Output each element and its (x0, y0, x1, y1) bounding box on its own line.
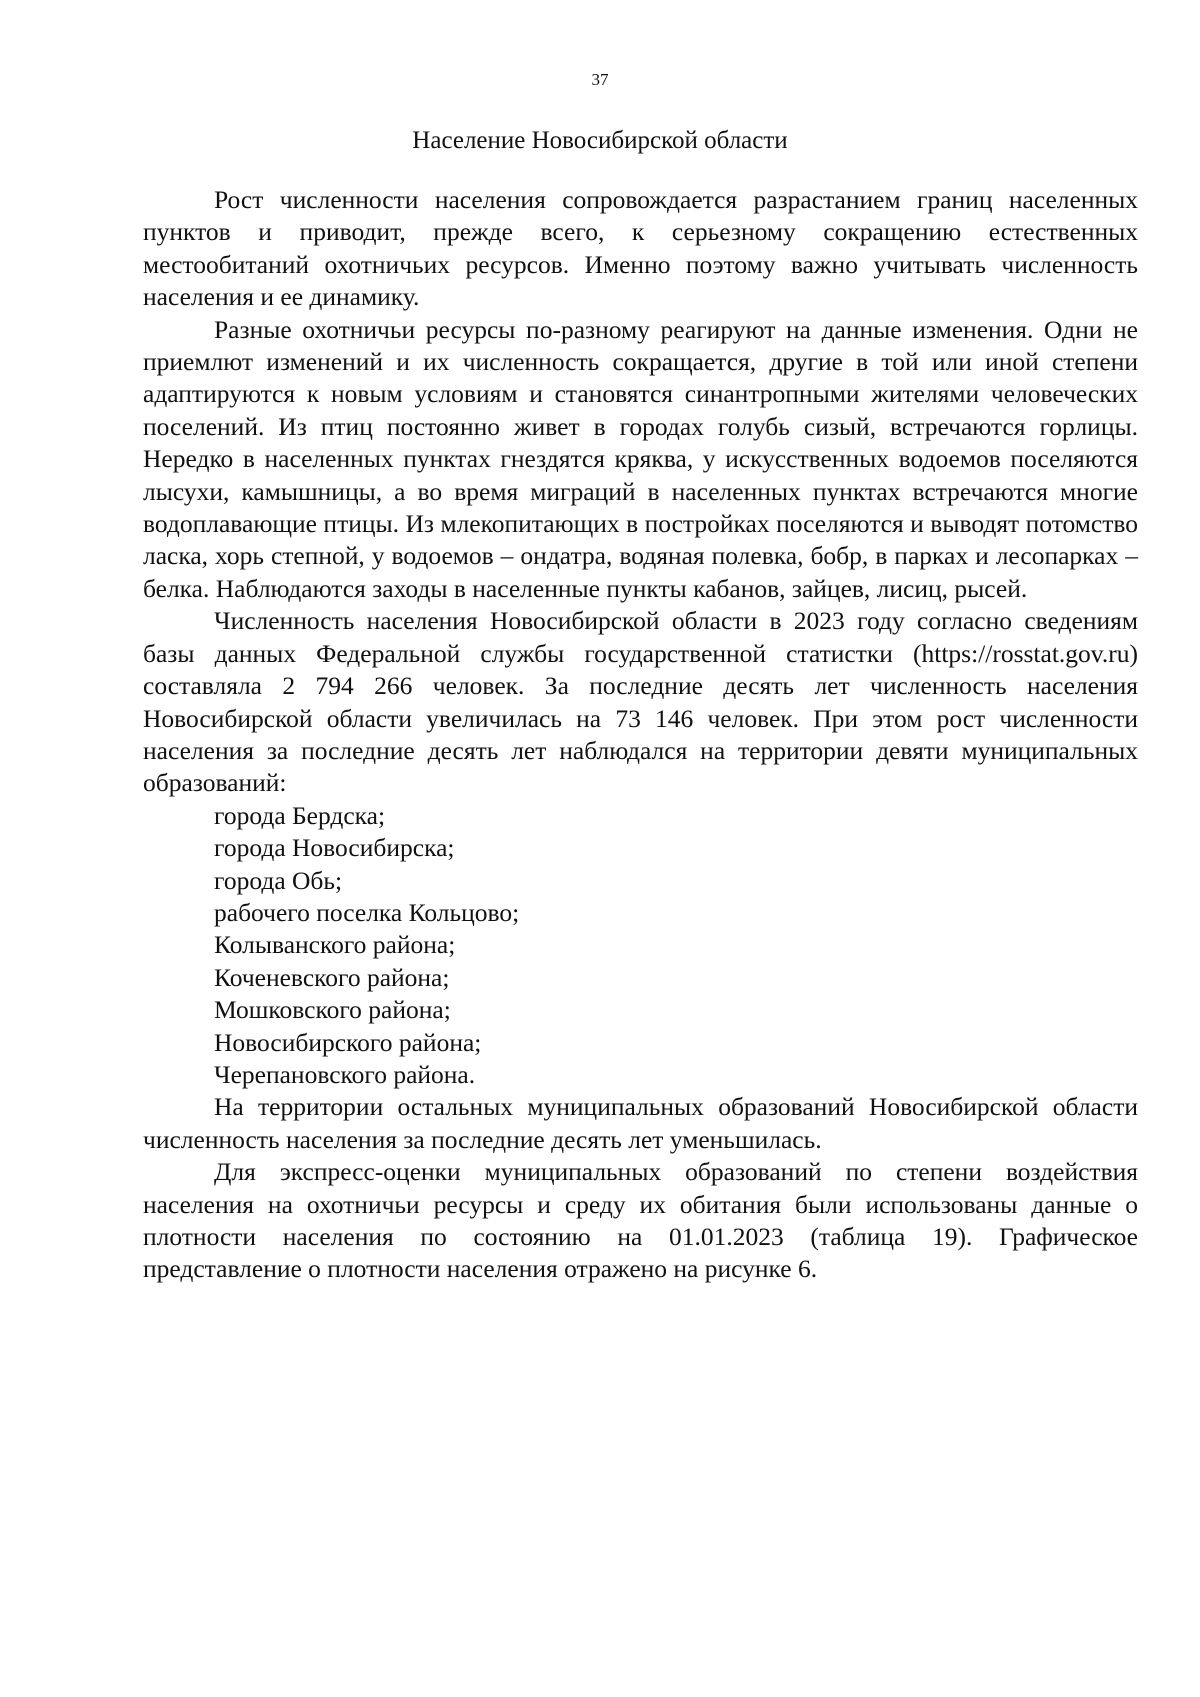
list-item: города Обь; (214, 865, 343, 895)
paragraph-population-decline: На территории остальных муниципальных образований Новосибирской области численность населения за последние десять лет уменьшилась. (143, 1092, 1138, 1154)
list-item: Новосибирского района; (214, 1027, 482, 1057)
page-number: 37 (591, 70, 609, 89)
list-item: Мошковского района; (214, 995, 451, 1025)
paragraph-game-resources: Разные охотничьи ресурсы по-разному реагируют на данные изменения. Одни не приемлют изменений и их численность сокращается, другие в той или иной степени адаптируются к новым условиям и становятся синантропными жителями человеческих поселений. Из птиц постоянно живет в городах голубь сизый, встречаются горлицы. Нередко в населенных пунктах гнездятся кряква, у искусственных водоемов поселяются лысухи, камышницы, а во время миграций в населенных пунктах встречаются многие водоплавающие птицы. Из млекопитающих в постройках поселяются и выводят потомство ласка, хорь степной, у водоемов – ондатра, водяная полевка, бобр, в парках и лесопарках – белка. Наблюдаются заходы в населенные пункты кабанов, зайцев, лисиц, рысей. (143, 314, 1138, 603)
paragraph-population-statistics: Численность населения Новосибирской области в 2023 году согласно сведениям базы данных Федеральной службы государственной статистки (https://rosstat.gov.ru) составляла 2 794 266 человек. За последние десять лет численность населения Новосибирской области увеличилась на 73 146 человек. При этом рост численности населения за последние десять лет наблюдался на территории девяти муниципальных образований: (143, 606, 1138, 798)
list-item: Коченевского района; (214, 962, 450, 992)
list-item: города Бердска; (214, 800, 386, 830)
paragraph-population-growth: Рост численности населения сопровождается разрастанием границ населенных пунктов и приводит, прежде всего, к серьезному сокращению естественных местообитаний охотничьих ресурсов. Именно поэтому важно учитывать численность населения и ее динамику. (143, 185, 1138, 312)
list-item: рабочего поселка Кольцово; (214, 897, 520, 927)
municipality-list (143, 800, 1138, 1092)
section-title: Население Новосибирской области (412, 127, 788, 154)
list-item: Черепановского района. (214, 1059, 476, 1089)
list-item: города Новосибирска; (214, 833, 455, 863)
body-text (143, 184, 1138, 1286)
paragraph-density-assessment: Для экспресс-оценки муниципальных образований по степени воздействия населения на охотничьи ресурсы и среду их обитания были использованы данные о плотности населения по состоянию на 01.01.2023 (таблица 19). Графическое представление о плотности населения отражено на рисунке 6. (143, 1157, 1138, 1284)
list-item: Колыванского района; (214, 930, 456, 960)
